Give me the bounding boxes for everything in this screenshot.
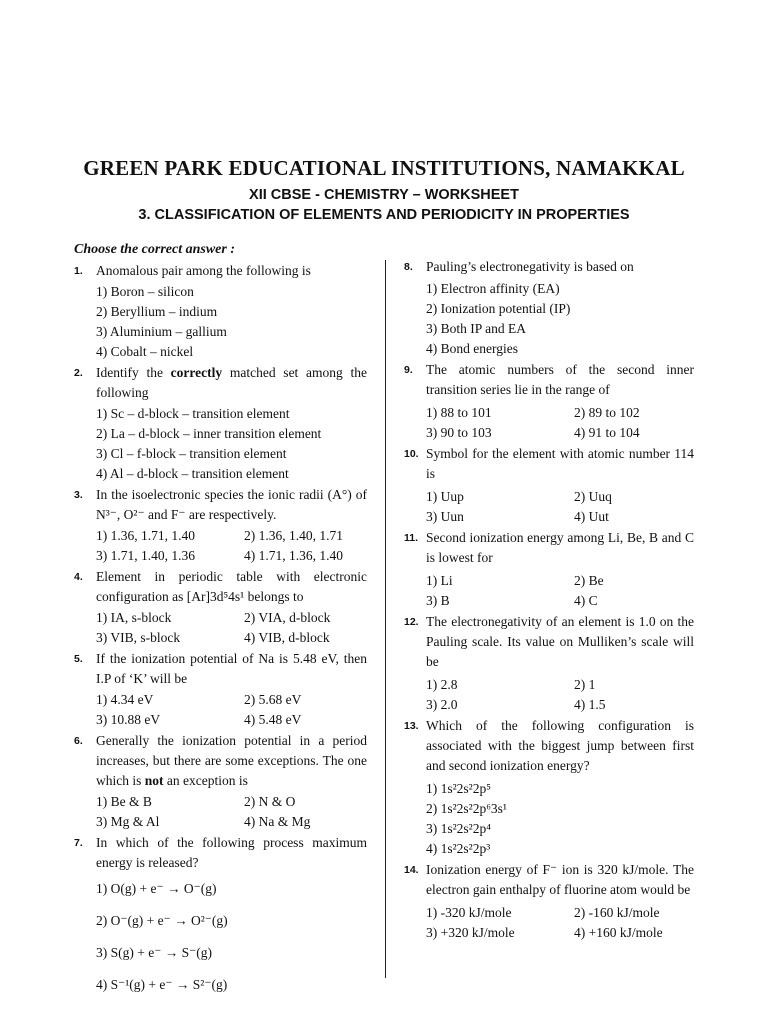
option-2: 2) N & O <box>244 794 296 809</box>
option-1: 1) Boron – silicon <box>96 284 194 299</box>
question-14 <box>404 860 694 943</box>
question-number: 9. <box>404 364 413 376</box>
question-text: The electronegativity of an element is 1.0 on the Pauling scale. Its value on Mulliken’s scale will be <box>426 614 694 669</box>
option-4: 4) C <box>574 593 598 608</box>
option-2: 2) Ionization potential (IP) <box>426 301 571 316</box>
option-2: 2) 1.36, 1.40, 1.71 <box>244 528 343 543</box>
question-text: The atomic numbers of the second inner transition series lie in the range of <box>426 362 694 397</box>
question-number: 7. <box>74 837 83 849</box>
question-text-part: an exception is <box>163 773 248 788</box>
option-1: 1) O(g) + e⁻ → O⁻(g) <box>96 881 217 896</box>
option-3: 3) 90 to 103 <box>426 425 492 440</box>
option-3: 3) Cl – f-block – transition element <box>96 446 287 461</box>
option-1: 1) Uup <box>426 489 464 504</box>
question-text <box>96 363 367 403</box>
option-4: 4) 1.5 <box>574 697 606 712</box>
options <box>96 690 367 730</box>
option-3: 3) VIB, s-block <box>96 630 181 645</box>
question-5 <box>74 649 367 730</box>
option-3: 3) Uun <box>426 509 464 524</box>
question-number: 2. <box>74 367 83 379</box>
option-3: 3) 1s²2s²2p⁴ <box>426 821 491 836</box>
options <box>96 282 367 362</box>
option-3: 3) Mg & Al <box>96 814 160 829</box>
option-4: 4) Cobalt – nickel <box>96 344 194 359</box>
option-1: 1) Sc – d-block – transition element <box>96 406 290 421</box>
question-11 <box>404 528 694 611</box>
question-number: 10. <box>404 448 419 460</box>
options <box>96 792 367 832</box>
option-4: 4) Al – d-block – transition element <box>96 466 289 481</box>
question-text: Element in periodic table with electronic configuration as [Ar]3d⁵4s¹ belongs to <box>96 569 367 604</box>
question-text: Which of the following configuration is associated with the biggest jump between first and second ionization energy? <box>426 718 694 773</box>
option-1: 1) Electron affinity (EA) <box>426 281 560 296</box>
right-column <box>404 256 694 943</box>
question-text: In the isoelectronic species the ionic radii (A°) of N³⁻, O²⁻ and F⁻ are respectively. <box>96 487 367 522</box>
option-4: 4) VIB, d-block <box>244 630 330 645</box>
option-2: 2) O⁻(g) + e⁻ → O²⁻(g) <box>96 913 228 928</box>
question-text: Anomalous pair among the following is <box>96 263 311 278</box>
options <box>426 779 694 859</box>
option-1: 1) 2.8 <box>426 677 458 692</box>
option-3: 3) 2.0 <box>426 697 458 712</box>
question-6 <box>74 731 367 832</box>
option-3: 3) B <box>426 593 450 608</box>
option-3: 3) Aluminium – gallium <box>96 324 227 339</box>
emphasis-word: correctly <box>170 365 223 380</box>
instruction: Choose the correct answer : <box>74 242 235 257</box>
question-text: Second ionization energy among Li, Be, B and C is lowest for <box>426 530 694 565</box>
question-7 <box>74 833 367 997</box>
option-2: 2) Beryllium – indium <box>96 304 218 319</box>
option-2: 2) 1s²2s²2p⁶3s¹ <box>426 801 507 816</box>
option-4: 4) 91 to 104 <box>574 425 640 440</box>
options <box>426 403 694 443</box>
option-1: 1) 4.34 eV <box>96 692 154 707</box>
options <box>426 279 694 359</box>
institution-name: GREEN PARK EDUCATIONAL INSTITUTIONS, NAMAKKAL <box>83 156 685 180</box>
option-2: 2) -160 kJ/mole <box>574 905 660 920</box>
question-number: 4. <box>74 571 83 583</box>
worksheet-subtitle: XII CBSE - CHEMISTRY – WORKSHEET <box>249 187 519 203</box>
option-1: 1) Be & B <box>96 794 152 809</box>
question-number: 6. <box>74 735 83 747</box>
question-9 <box>404 360 694 443</box>
option-3: 3) 10.88 eV <box>96 712 161 727</box>
left-column <box>74 240 367 1003</box>
option-1: 1) 88 to 101 <box>426 405 492 420</box>
option-1: 1) 1.36, 1.71, 1.40 <box>96 528 195 543</box>
question-text: Pauling’s electronegativity is based on <box>426 259 634 274</box>
question-text: Ionization energy of F⁻ ion is 320 kJ/mole. The electron gain enthalpy of fluorine atom would be <box>426 862 694 897</box>
question-number: 11. <box>404 532 419 544</box>
question-number: 5. <box>74 653 83 665</box>
option-3: 3) +320 kJ/mole <box>426 925 515 940</box>
question-8 <box>404 257 694 359</box>
option-2: 2) VIA, d-block <box>244 610 331 625</box>
option-4: 4) 1.71, 1.36, 1.40 <box>244 548 343 563</box>
option-4: 4) Uut <box>574 509 609 524</box>
options <box>96 526 367 566</box>
question-12 <box>404 612 694 715</box>
option-2: 2) Uuq <box>574 489 612 504</box>
options <box>96 404 367 484</box>
emphasis-word: not <box>144 773 164 788</box>
question-number: 14. <box>404 864 419 876</box>
question-13 <box>404 716 694 859</box>
options <box>426 571 694 611</box>
question-1 <box>74 261 367 362</box>
option-4: 4) S⁻¹(g) + e⁻ → S²⁻(g) <box>96 977 228 992</box>
question-text-part: Generally the ionization potential in a period increases, but there are some exceptions. The one which is <box>96 733 367 788</box>
options <box>96 608 367 648</box>
question-number: 8. <box>404 261 413 273</box>
question-number: 13. <box>404 720 419 732</box>
question-text-part: matched set among the following <box>96 365 367 400</box>
column-divider <box>385 260 386 978</box>
option-1: 1) Li <box>426 573 453 588</box>
question-number: 12. <box>404 616 419 628</box>
question-number: 1. <box>74 265 83 277</box>
option-4: 4) +160 kJ/mole <box>574 925 663 940</box>
option-4: 4) 5.48 eV <box>244 712 302 727</box>
option-3: 3) 1.71, 1.40, 1.36 <box>96 548 195 563</box>
option-4: 4) Na & Mg <box>244 814 311 829</box>
option-2: 2) La – d-block – inner transition element <box>96 426 322 441</box>
option-3: 3) Both IP and EA <box>426 321 526 336</box>
option-3: 3) S(g) + e⁻ → S⁻(g) <box>96 945 212 960</box>
question-3 <box>74 485 367 566</box>
option-2: 2) 1 <box>574 677 596 692</box>
question-text: In which of the following process maximum energy is released? <box>96 835 367 870</box>
worksheet-header <box>0 156 768 223</box>
option-2: 2) Be <box>574 573 604 588</box>
question-number: 3. <box>74 489 83 501</box>
option-2: 2) 89 to 102 <box>574 405 640 420</box>
option-1: 1) 1s²2s²2p⁵ <box>426 781 491 796</box>
question-10 <box>404 444 694 527</box>
options <box>426 903 694 943</box>
question-text: Symbol for the element with atomic number 114 is <box>426 446 694 481</box>
chapter-title: 3. CLASSIFICATION OF ELEMENTS AND PERIODICITY IN PROPERTIES <box>138 207 630 223</box>
option-1: 1) -320 kJ/mole <box>426 905 512 920</box>
options <box>96 877 367 997</box>
option-1: 1) IA, s-block <box>96 610 172 625</box>
question-4 <box>74 567 367 648</box>
options <box>426 675 694 715</box>
options <box>426 487 694 527</box>
option-4: 4) 1s²2s²2p³ <box>426 841 491 856</box>
option-2: 2) 5.68 eV <box>244 692 302 707</box>
option-4: 4) Bond energies <box>426 341 518 356</box>
question-text: If the ionization potential of Na is 5.48 eV, then I.P of ‘K’ will be <box>96 651 367 686</box>
question-2 <box>74 363 367 484</box>
question-text-part: Identify the <box>96 365 171 380</box>
question-text <box>96 731 367 791</box>
